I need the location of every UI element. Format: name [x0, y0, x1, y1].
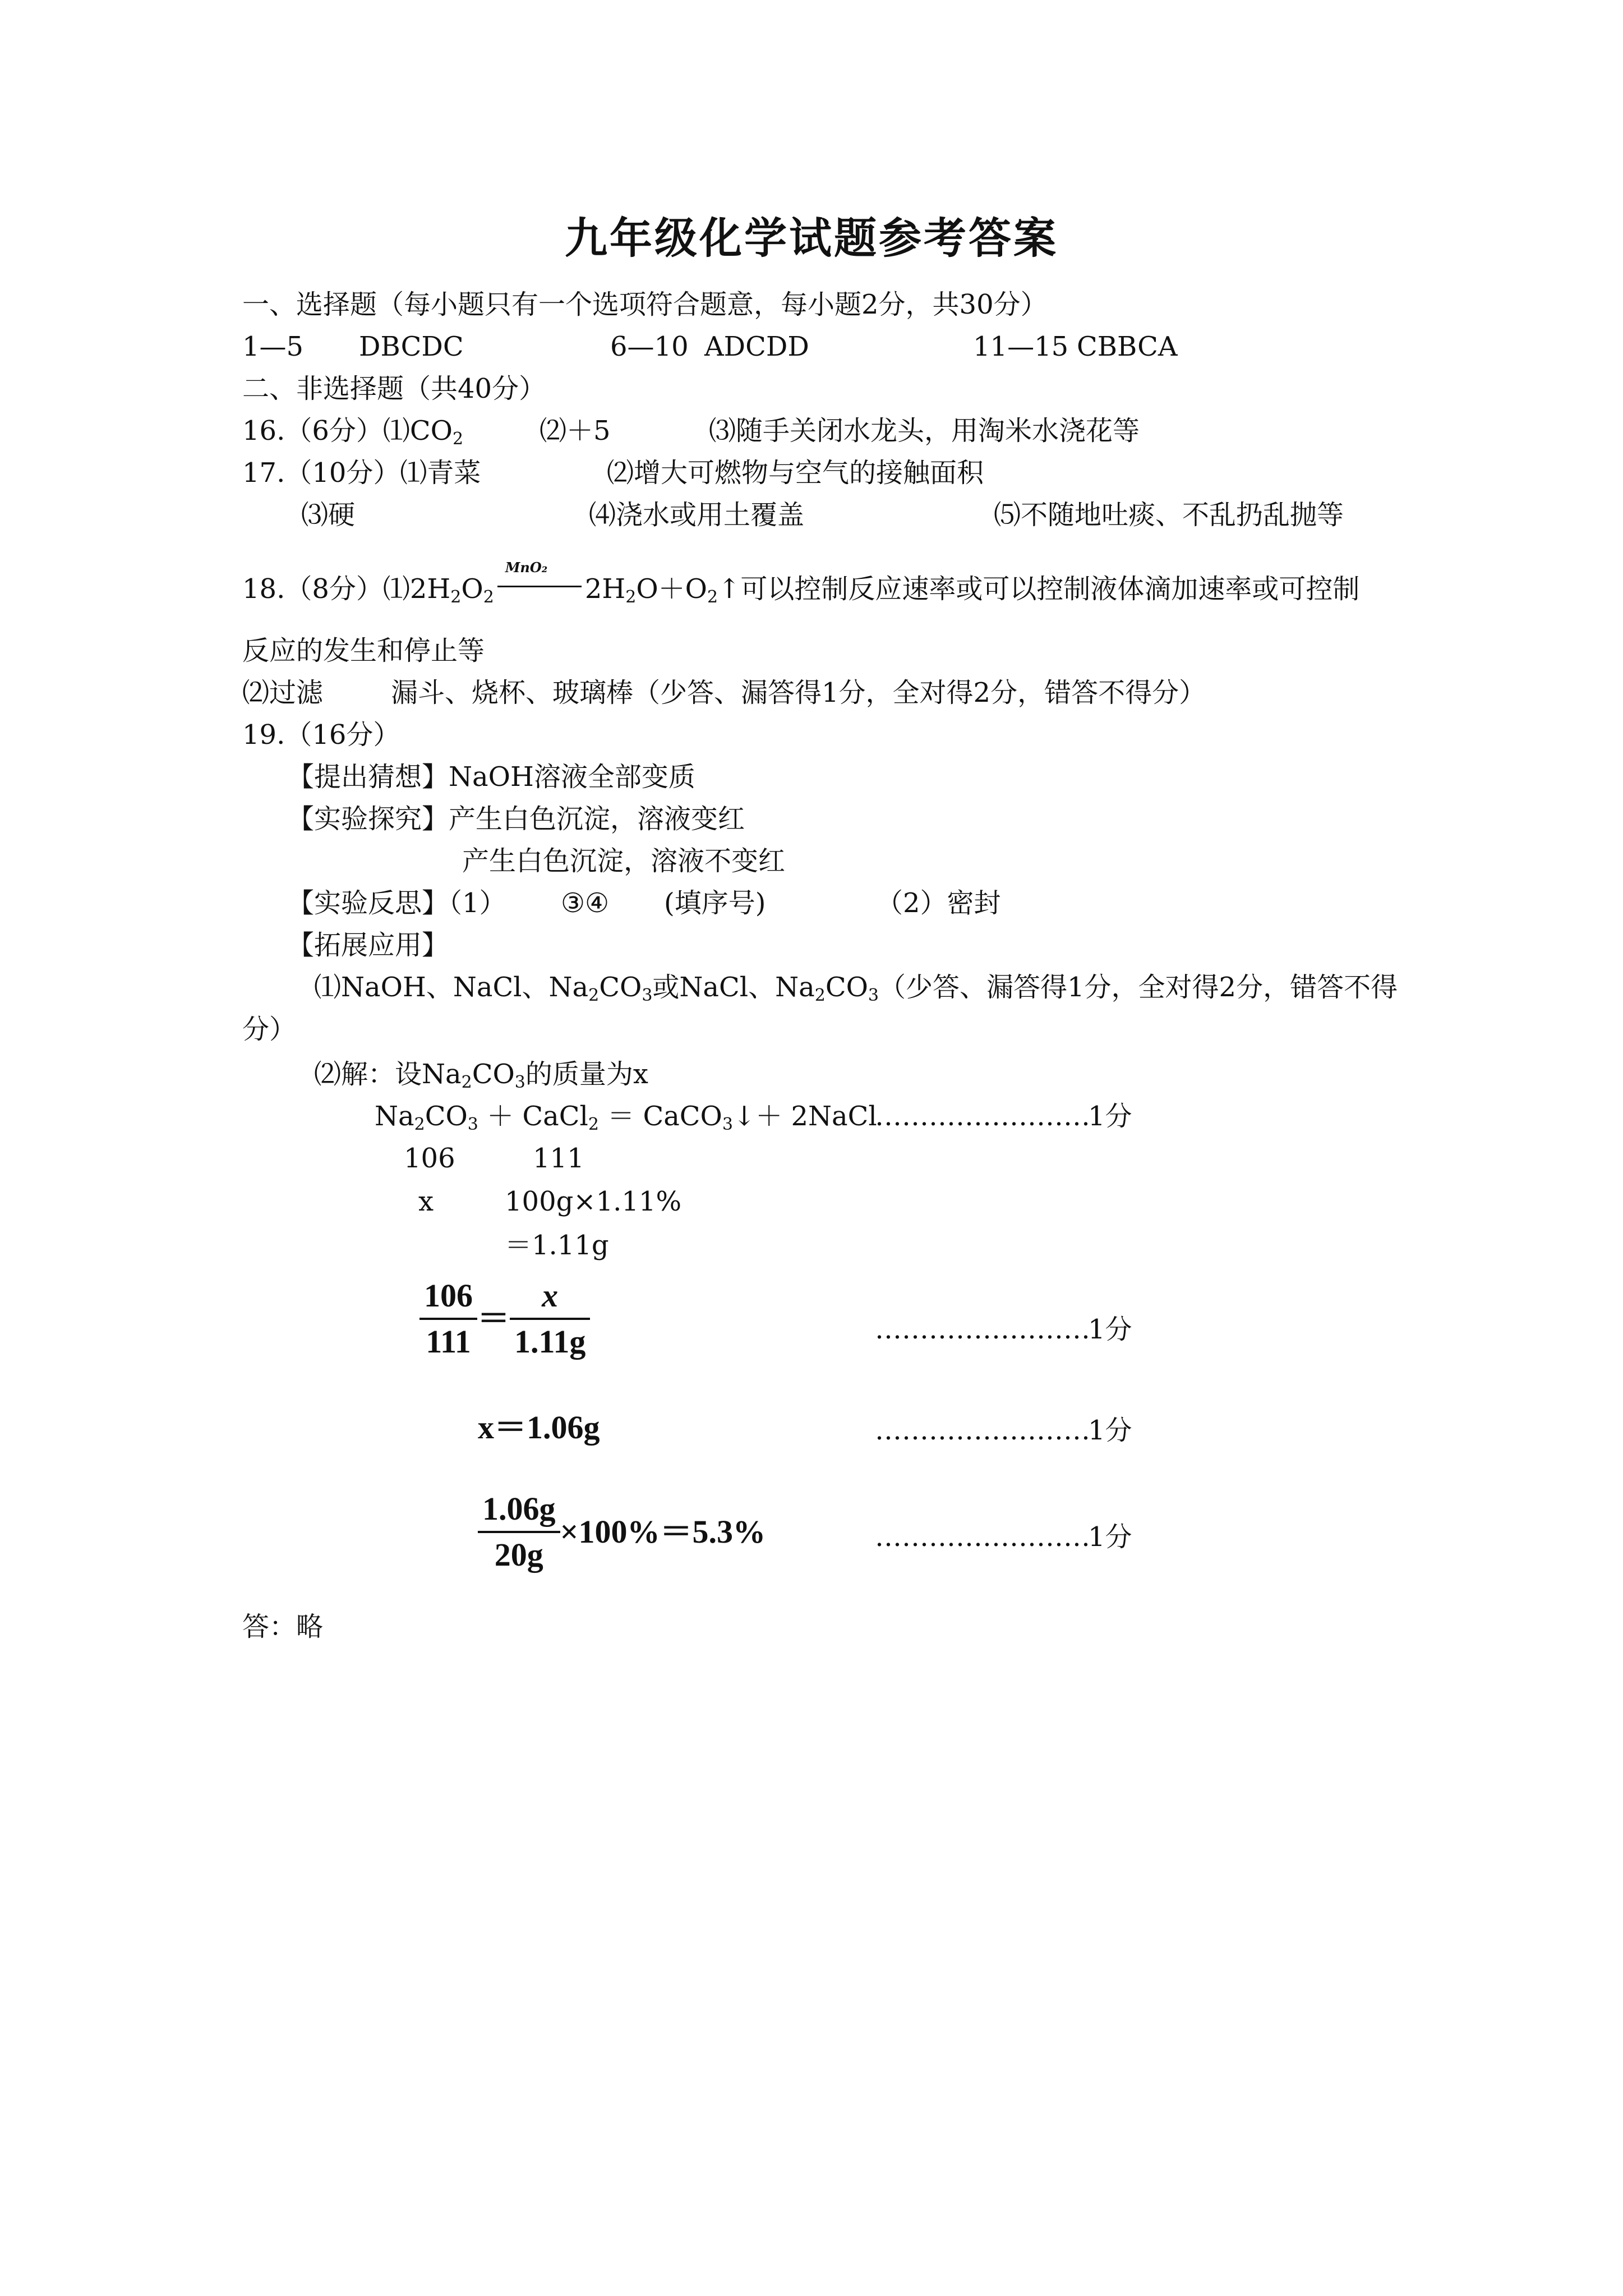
q17-part5: ⑸不随地吐痰、不乱扔乱抛等 — [994, 499, 1344, 531]
x-result: x＝1.06g — [478, 1409, 600, 1446]
solution-setup: ⑵解：设$Na_2CO_3$的质量为x — [314, 1059, 648, 1092]
q19-extend-1: ⑴NaOH、NaCl、$Na_2CO_3$或NaCl、$Na_2CO_3$（少答、漏答得1分，全对得2分，错答不得 — [314, 972, 1398, 1005]
q16-part1: 16.（6分）$⑴CO_2$ — [242, 415, 464, 449]
q16-part3: ⑶随手关闭水龙头，用淘米水浇花等 — [709, 415, 1140, 447]
q19-reflect-answer: ③④ — [561, 887, 610, 919]
score-2: 1分 — [1088, 1314, 1132, 1345]
q19-label: 19.（16分） — [242, 719, 400, 751]
score-dots-3: …………………… — [875, 1415, 1090, 1446]
page-title: 九年级化学试题参考答案 — [565, 213, 1058, 263]
q19-experiment-1: 【实验探究】产生白色沉淀，溶液变红 — [287, 803, 745, 835]
mc-answers-2: ADCDD — [704, 331, 809, 362]
q17-part2: ⑵增大可燃物与空气的接触面积 — [607, 457, 984, 489]
reaction-condition-arrow: MnO₂ — [497, 572, 582, 606]
score-dots-1: …………………… — [875, 1101, 1090, 1132]
q17-part1: 17.（10分）⑴青菜 — [242, 457, 481, 489]
section2-heading: 二、非选择题（共40分） — [242, 373, 546, 404]
score-1: 1分 — [1088, 1101, 1132, 1132]
section1-heading: 一、选择题（每小题只有一个选项符合题意，每小题2分，共30分） — [242, 289, 1048, 320]
q17-part3: ⑶硬 — [301, 499, 356, 531]
q19-reflect-2: （2）密封 — [876, 887, 1001, 919]
cacl2-mass-result: ＝1.11g — [505, 1230, 609, 1261]
final-answer: 答：略 — [242, 1611, 324, 1642]
score-3: 1分 — [1088, 1415, 1132, 1446]
q19-hypothesis: 【提出猜想】NaOH溶液全部变质 — [287, 761, 695, 793]
cacl2-mass-calc: 100g×1.11% — [505, 1186, 682, 1217]
q18-equation-line: 18.（8分）$⑴2H_2O_2$ MnO₂ $2H_2O+O_2↑$可以控制反应速率或可以控制液体滴加速率或可控制 — [242, 559, 1360, 607]
var-x: x — [418, 1186, 434, 1217]
q18-line2: 反应的发生和停止等 — [242, 635, 485, 666]
score-4: 1分 — [1088, 1521, 1132, 1553]
molar-mass-na2co3: 106 — [404, 1143, 455, 1174]
molar-mass-cacl2: 111 — [533, 1143, 584, 1174]
mc-answers-3: CBBCA — [1077, 331, 1178, 362]
mc-range-1: 1—5 — [242, 331, 304, 362]
proportion-equation: $\frac{106}{111}$ ＝ $\frac{x}{1.11g}$ — [419, 1276, 590, 1361]
q16-part2: ⑵＋5 — [540, 415, 611, 447]
q17-part4: ⑷浇水或用土覆盖 — [589, 499, 805, 531]
score-dots-2: …………………… — [875, 1314, 1090, 1345]
percentage-equation: $\frac{1.06g}{20g}$ ×100%＝5.3% — [478, 1489, 766, 1575]
q18-part2-label: ⑵过滤 — [242, 677, 324, 708]
mc-answers-1: DBCDC — [359, 331, 464, 362]
q19-experiment-2: 产生白色沉淀，溶液不变红 — [462, 845, 786, 877]
q19-extend-1-wrap: 分） — [242, 1014, 297, 1045]
q19-reflect-label: 【实验反思】（1） — [287, 887, 506, 919]
reaction-equation: $Na_2CO_3$ ＋ CaCl$_2$ ＝ CaCO$_3$↓＋ 2NaCl — [375, 1101, 877, 1134]
mc-range-3: 11—15 — [973, 331, 1069, 362]
q19-reflect-note: (填序号) — [664, 887, 766, 919]
q19-extend-heading: 【拓展应用】 — [287, 930, 449, 961]
mc-range-2: 6—10 — [610, 331, 689, 362]
q18-part2-answer: 漏斗、烧杯、玻璃棒（少答、漏答得1分，全对得2分，错答不得分） — [391, 677, 1206, 708]
score-dots-4: …………………… — [875, 1521, 1090, 1553]
